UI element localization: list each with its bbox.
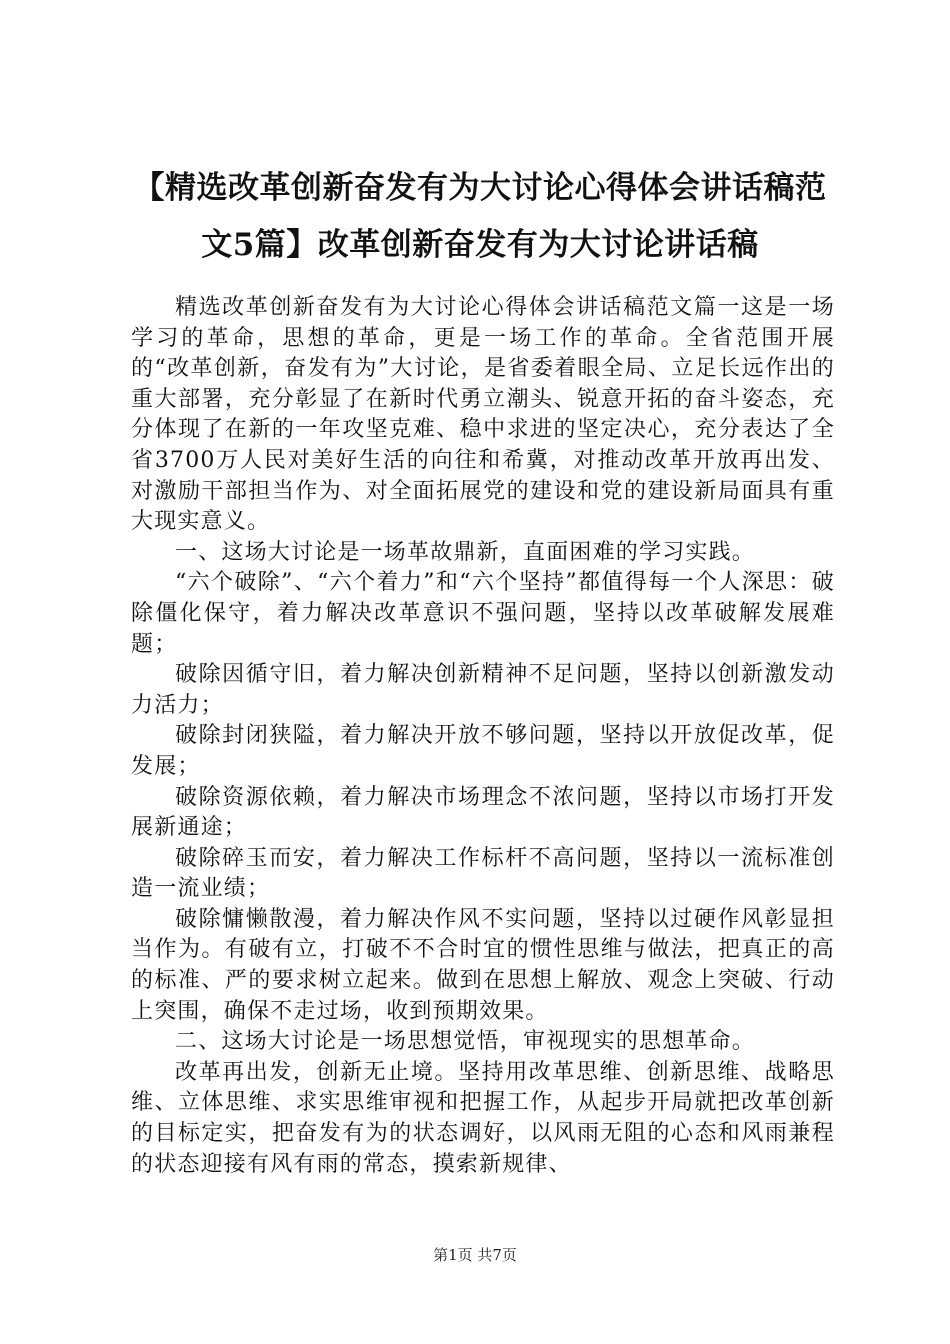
paragraph: 破除碎玉而安，着力解决工作标杆不高问题，坚持以一流标准创造一流业绩； [131, 845, 835, 902]
paragraph: 破除资源依赖，着力解决市场理念不浓问题，坚持以市场打开发展新通途； [131, 784, 835, 841]
paragraph: 破除封闭狭隘，着力解决开放不够问题，坚持以开放促改革，促发展； [131, 723, 835, 779]
page-footer: 第1页 共7页 [433, 1246, 517, 1264]
paragraph: 一、这场大讨论是一场革故鼎新，直面困难的学习实践。 [175, 539, 756, 565]
document-body [131, 293, 835, 1180]
paragraph: “六个破除”、“六个着力”和“六个坚持”都值得每一个人深思：破除僵化保守，着力解决改革意识不强问题，坚持以改革破解发展难题； [131, 570, 835, 657]
paragraph: 二、这场大讨论是一场思想觉悟，审视现实的思想革命。 [175, 1029, 756, 1055]
paragraph: 改革再出发，创新无止境。坚持用改革思维、创新思维、战略思维、立体思维、求实思维审视和把握工作，从起步开局就把改革创新的目标定实，把奋发有为的状态调好，以风雨无阻的心态和风雨兼程的状态迎接有风有雨的常态，摸索新规律、 [131, 1059, 835, 1177]
document-title: 【精选改革创新奋发有为大讨论心得体会讲话稿范文5篇】改革创新奋发有为大讨论讲话稿 [133, 170, 827, 263]
paragraph: 破除慵懒散漫，着力解决作风不实问题，坚持以过硬作风彰显担当作为。有破有立，打破不不合时宜的惯性思维与做法，把真正的高的标准、严的要求树立起来。做到在思想上解放、观念上突破、行动上突围，确保不走过场，收到预期效果。 [131, 906, 835, 1024]
paragraph: 破除因循守旧，着力解决创新精神不足问题，坚持以创新激发动力活力； [131, 662, 835, 718]
paragraph: 精选改革创新奋发有为大讨论心得体会讲话稿范文篇一这是一场学习的革命，思想的革命，更是一场工作的革命。全省范围开展的“改革创新，奋发有为”大讨论，是省委着眼全局、立足长远作出的重大部署，充分彰显了在新时代勇立潮头、锐意开拓的奋斗姿态，充分体现了在新的一年攻坚克难、稳中求进的坚定决心，充分表达了全省3700万人民对美好生活的向往和希冀，对推动改革开放再出发、对激励干部担当作为、对全面拓展党的建设和党的建设新局面具有重大现实意义。 [131, 295, 835, 535]
